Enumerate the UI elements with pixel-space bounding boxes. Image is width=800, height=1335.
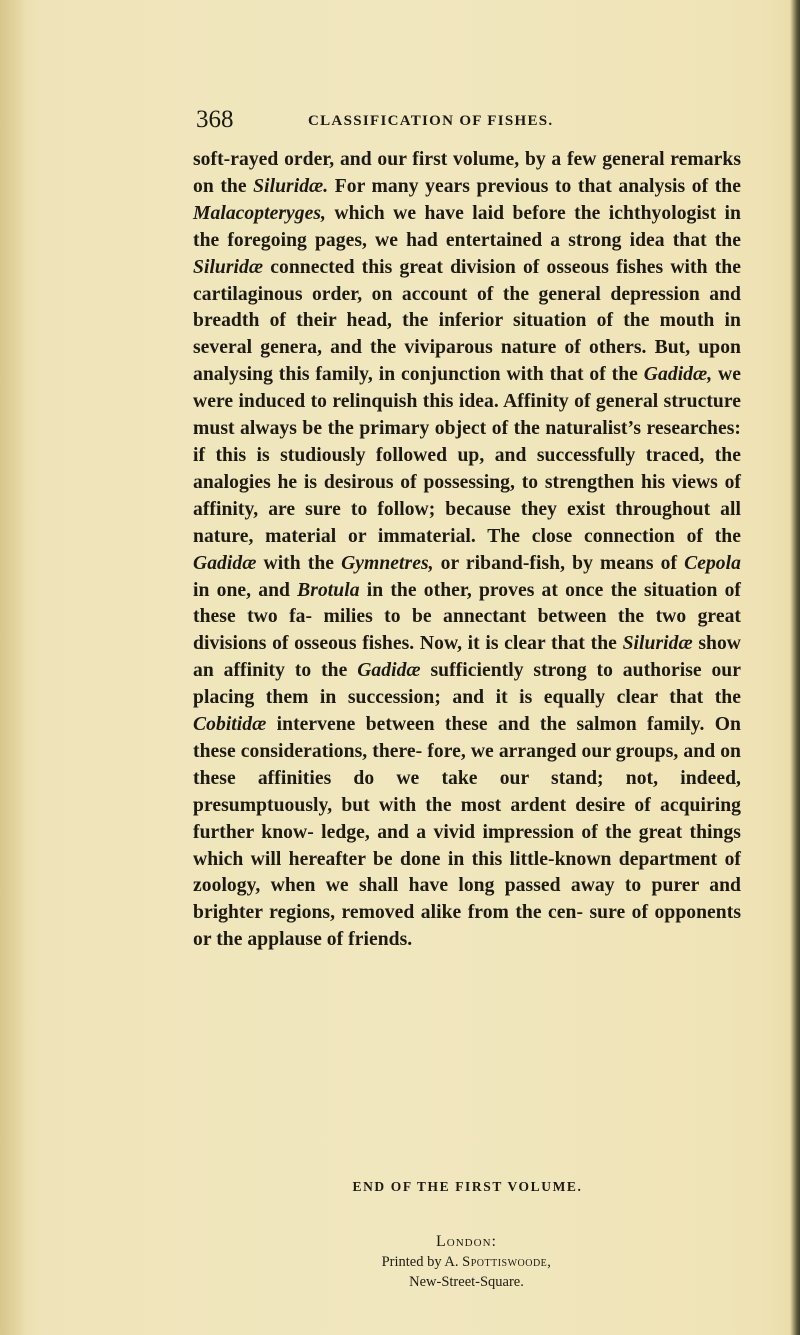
taxon-name: Siluridæ xyxy=(193,256,264,278)
text-run: we were induced to relinquish this idea. Affinity of general structure must always be the primary object of the naturalist’s researches: if this is studiously followed up, and successfully traced, the analogies he is desirous of possessing, to strengthen his views of affinity, are sure to follow; because they exist throughout all nature, material or immaterial. The close connection of the xyxy=(193,364,741,547)
page-binding-edge xyxy=(790,0,800,1335)
taxon-name: Siluridæ xyxy=(622,633,693,655)
taxon-name: Gadidæ, xyxy=(643,364,713,386)
text-run: with the xyxy=(256,552,342,574)
page-number: 368 xyxy=(196,106,234,133)
text-run: which we have laid before the ichthyologist in the foregoing pages, we had entertained a strong idea that the xyxy=(193,202,741,251)
text-run: in one, and xyxy=(193,579,298,601)
taxon-name: Gadidæ xyxy=(193,552,257,574)
running-title: CLASSIFICATION OF FISHES. xyxy=(308,113,554,129)
imprint-printer xyxy=(0,1252,800,1272)
taxon-name: Gadidæ xyxy=(357,660,421,682)
text-run: or riband-fish, by means of xyxy=(433,552,685,574)
body-paragraph xyxy=(193,147,741,954)
imprint-printer-prefix: Printed by A. xyxy=(381,1254,463,1270)
taxon-name: Gymnetres, xyxy=(341,552,434,574)
text-run: connected this great division of osseous fishes with the cartilaginous order, on account of the general depression and breadth of their head, the inferior situation of the mouth in several genera, and the viviparous nature of others. But, upon analysing this family, in conjunction with that of the xyxy=(193,256,741,386)
end-of-volume-note: END OF THE FIRST VOLUME. xyxy=(352,1179,583,1194)
text-run: For many years previous to that analysis of the xyxy=(328,175,741,197)
taxon-name: Siluridæ. xyxy=(253,175,329,197)
taxon-name: Malacopteryges, xyxy=(193,202,326,224)
taxon-name: Cobitidæ xyxy=(193,714,267,736)
imprint-city: London: xyxy=(436,1233,497,1250)
taxon-name: Cepola xyxy=(684,552,741,574)
imprint-address: New-Street-Square. xyxy=(409,1274,524,1290)
text-run: in the other, proves at once the situation of these two fa- milies to be annectant between the two great divisions of osseous fishes. Now, it is clear that the xyxy=(193,579,741,655)
taxon-name: Brotula xyxy=(297,579,360,601)
page-header xyxy=(196,104,716,138)
text-run: soft-rayed order, and our first volume, by a few general remarks on the xyxy=(193,149,741,197)
printer-imprint xyxy=(0,1232,800,1292)
text-run: intervene between these and the salmon family. On these considerations, there- fore, we arranged our groups, and on these affinities do we take our stand; not, indeed, presumptuously, but with the most ardent desire of acquiring further know- ledge, and a vivid impression of the great things which will hereafter be done in this little-known department of zoology, when we shall have long passed away to purer and brighter regions, removed alike from the cen- sure of opponents or the applause of friends. xyxy=(193,714,741,951)
text-run: sufficiently strong to authorise our placing them in succession; and it is equally clear that the xyxy=(193,660,741,709)
text-run: show an affinity to the xyxy=(193,633,742,682)
imprint-printer-name: Spottiswoode, xyxy=(462,1254,552,1270)
page-shadow-left xyxy=(0,0,26,1335)
